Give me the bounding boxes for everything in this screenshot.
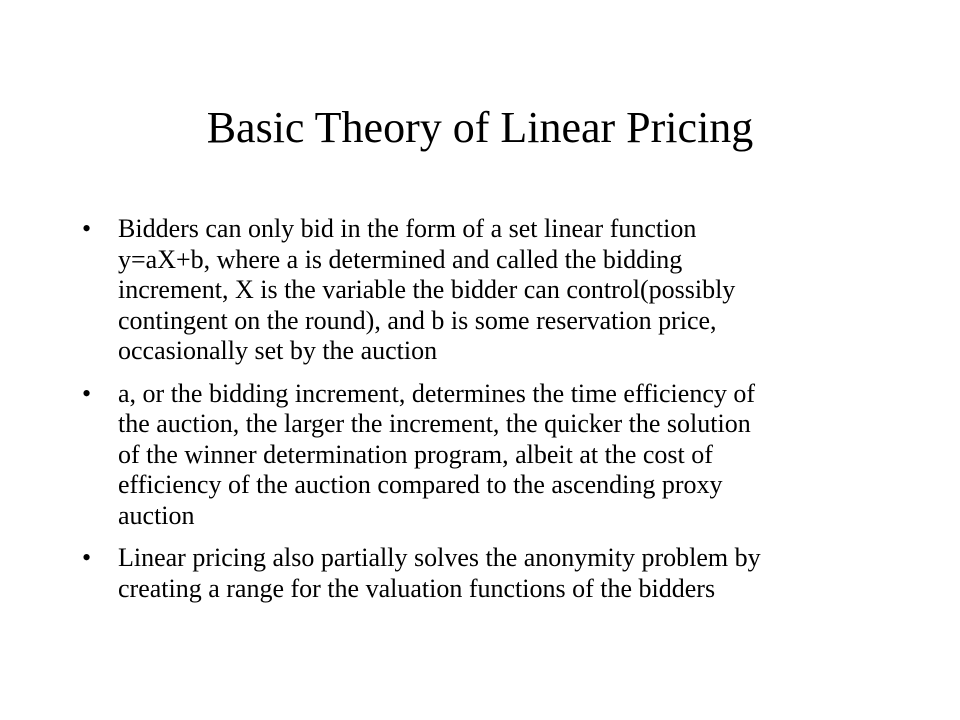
bullet-2-line-5: auction xyxy=(118,500,195,530)
bullet-2-line-2: the auction, the larger the increment, the quicker the solution xyxy=(118,409,751,438)
bullet-1-line-2: y=aX+b, where a is determined and called the bidding xyxy=(118,244,683,274)
bullet-1-line-5: occasionally set by the auction xyxy=(118,336,438,365)
bullet-2-line-1: a, or the bidding increment, determines the time efficiency of xyxy=(118,378,756,408)
bullet-point-icon: • xyxy=(82,378,92,408)
bullet-point-icon: • xyxy=(82,543,92,572)
bullet-1-line-1: Bidders can only bid in the form of a set linear function xyxy=(118,214,697,243)
bullet-point-icon: • xyxy=(82,214,92,243)
bullet-1-line-3: increment, X is the variable the bidder can control(possibly xyxy=(118,275,736,304)
bullet-3-line-1: Linear pricing also partially solves the anonymity problem by xyxy=(118,543,761,572)
bullet-3-line-2: creating a range for the valuation functions of the bidders xyxy=(118,573,716,603)
slide-title: Basic Theory of Linear Pricing xyxy=(206,103,754,152)
bullet-2-line-4: efficiency of the auction compared to the ascending proxy xyxy=(118,470,723,499)
bullet-2-line-3: of the winner determination program, albeit at the cost of xyxy=(118,439,713,469)
bullet-list xyxy=(72,214,872,616)
bullet-item-1 xyxy=(72,214,872,367)
bullet-1-line-4: contingent on the round), and b is some reservation price, xyxy=(118,305,717,335)
bullet-item-3 xyxy=(72,543,872,604)
bullet-item-2 xyxy=(72,379,872,532)
